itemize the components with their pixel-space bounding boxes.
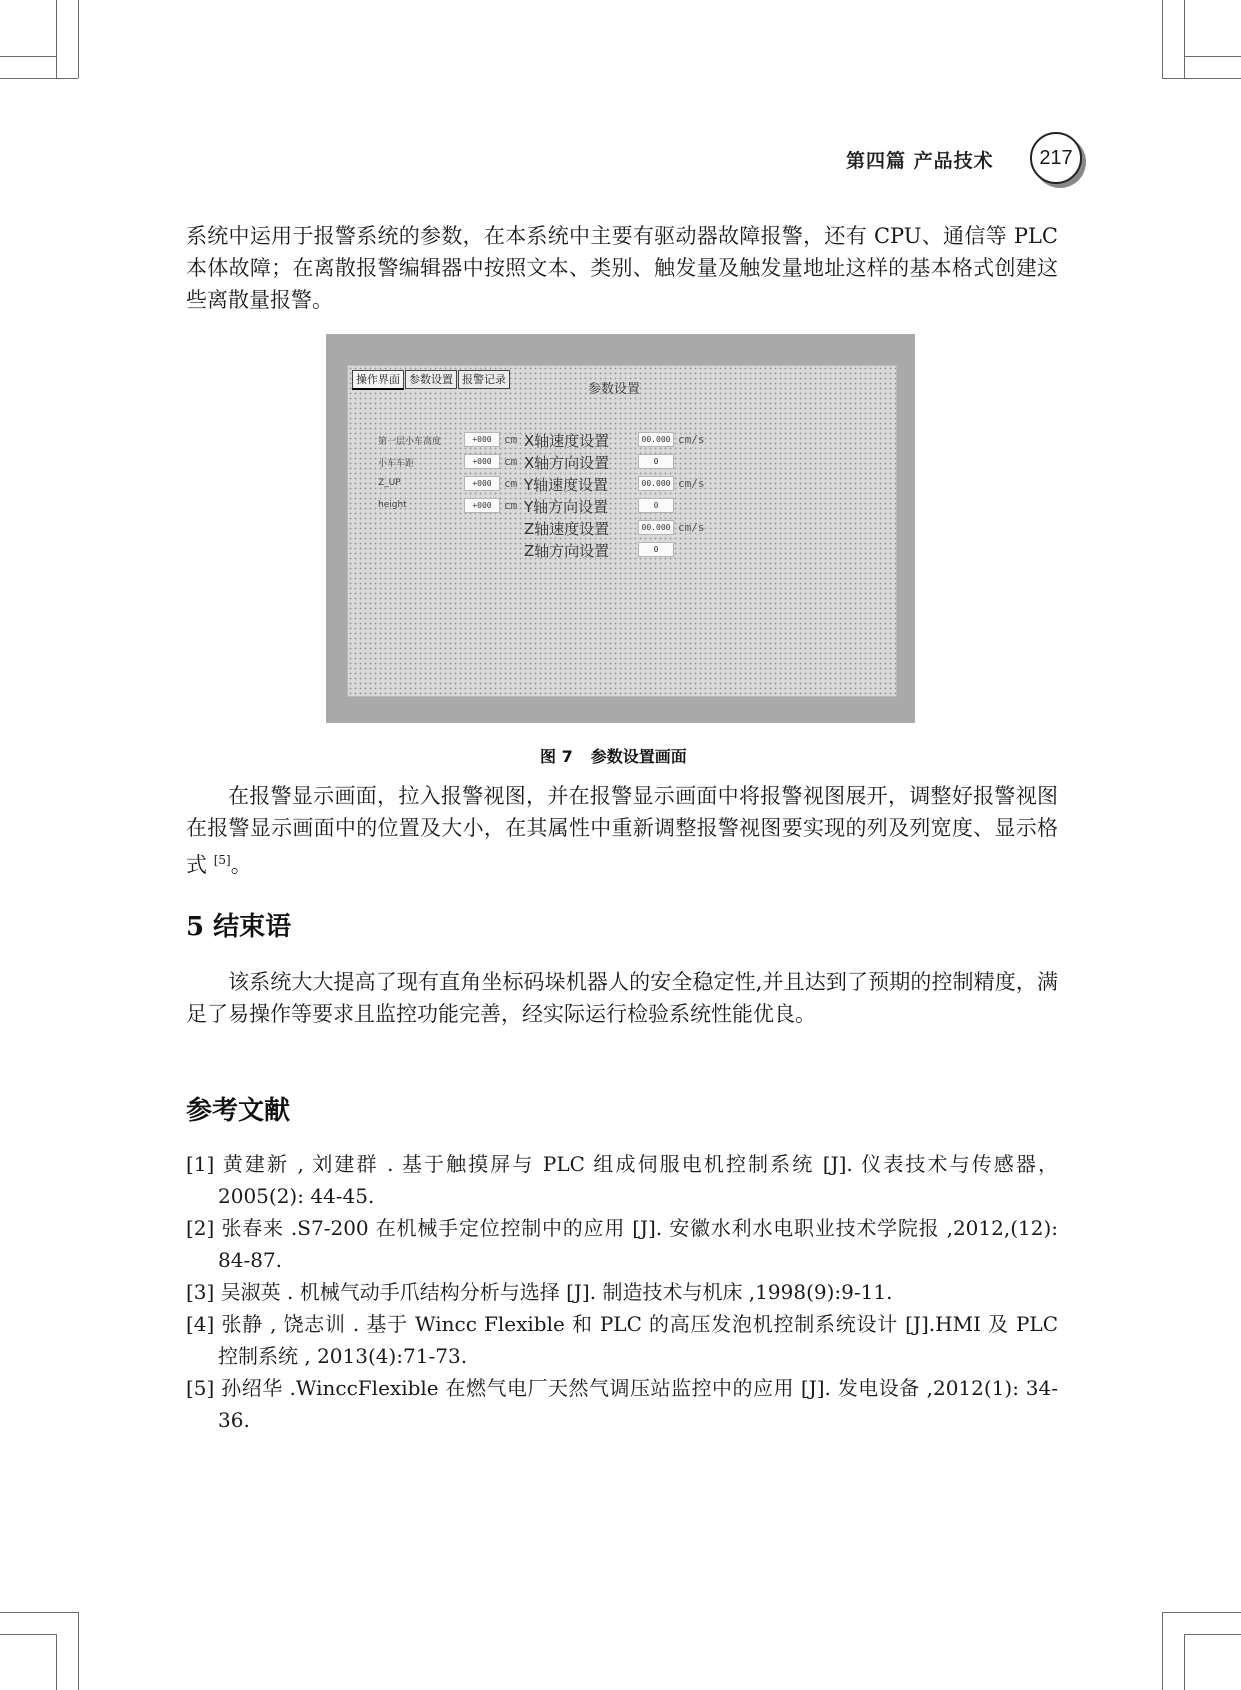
references-heading: 参考文献 <box>186 1096 291 1126</box>
crop-mark <box>0 78 78 79</box>
axis-input[interactable]: 00.000 <box>638 520 674 535</box>
body-paragraph: 系统中运用于报警系统的参数，在本系统中主要有驱动器故障报警，还有 CPU、通信等 PLC 本体故障；在离散报警编辑器中按照文本、类别、触发量及触发量地址这样的基本格式创建这些离散量报警。 <box>186 224 1058 312</box>
axis-label: Y轴方向设置 <box>524 498 609 516</box>
param-label: 第一层小车高度 <box>378 437 442 447</box>
figure-caption <box>540 744 705 767</box>
param-input[interactable]: +000 <box>464 498 500 513</box>
param-label: 小车车距 <box>378 459 415 469</box>
unit-label: cm <box>504 477 518 490</box>
axis-label: X轴速度设置 <box>524 432 610 450</box>
crop-mark <box>1184 1634 1241 1635</box>
reference-item: [4] 张静 , 饶志训 . 基于 Wincc Flexible 和 PLC 的高压发泡机控制系统设计 [J].HMI 及 PLC 控制系统 , 2013(4):71-73. <box>186 1312 1058 1368</box>
crop-mark <box>78 0 79 78</box>
paragraph-text: 在报警显示画面，拉入报警视图，并在报警显示画面中将报警视图展开，调整好报警视图在报警显示画面中的位置及大小，在其属性中重新调整报警视图要实现的列及列宽度、显示格式 <box>186 784 1058 877</box>
param-label: height <box>378 500 407 510</box>
page-number: 217 <box>1030 132 1082 184</box>
reference-item: [5] 孙绍华 .WinccFlexible 在燃气电厂天然气调压站监控中的应用 [J]. 发电设备 ,2012(1): 34-36. <box>186 1376 1058 1432</box>
reference-item: [1] 黄建新 , 刘建群 . 基于触摸屏与 PLC 组成伺服电机控制系统 [J]. 仪表技术与传感器，2005(2): 44-45. <box>186 1152 1058 1208</box>
crop-mark <box>1162 0 1163 78</box>
reference-list <box>186 1148 1058 1436</box>
crop-mark <box>56 1634 57 1690</box>
unit-label: cm <box>504 499 518 512</box>
conclusion-paragraph: 该系统大大提高了现有直角坐标码垛机器人的安全稳定性,并且达到了预期的控制精度，满足了易操作等要求且监控功能完善，经实际运行检验系统性能优良。 <box>186 970 1058 1026</box>
figure-screenshot <box>326 334 915 723</box>
reference-item: [3] 吴淑英 . 机械气动手爪结构分析与选择 [J]. 制造技术与机床 ,1998(9):9-11. <box>186 1280 893 1304</box>
param-label: Z_UP <box>378 478 401 488</box>
crop-mark <box>0 56 56 57</box>
unit-label: cm/s <box>678 433 705 446</box>
crop-mark <box>78 1612 79 1690</box>
param-input[interactable]: +000 <box>464 454 500 469</box>
axis-input[interactable]: 00.000 <box>638 432 674 447</box>
crop-mark <box>1162 1612 1241 1613</box>
crop-mark <box>1184 56 1241 57</box>
tab-operation[interactable]: 操作界面 <box>352 370 404 390</box>
hmi-screen-title: 参数设置 <box>588 382 641 397</box>
crop-mark <box>1162 1612 1163 1690</box>
unit-label: cm/s <box>678 521 705 534</box>
crop-mark <box>56 0 57 78</box>
citation: [5] <box>213 853 231 867</box>
tab-parameters[interactable]: 参数设置 <box>405 370 457 389</box>
axis-label: Y轴速度设置 <box>524 476 609 494</box>
body-paragraph <box>186 780 1058 881</box>
crop-mark <box>1162 78 1241 79</box>
crop-mark <box>0 1634 56 1635</box>
tab-alarm-log[interactable]: 报警记录 <box>458 370 510 389</box>
running-title: 第四篇 产品技术 <box>846 150 994 172</box>
axis-input[interactable]: 0 <box>638 498 674 513</box>
param-input[interactable]: +000 <box>464 476 500 491</box>
axis-label: X轴方向设置 <box>524 454 610 472</box>
section-heading: 5 结束语 <box>186 912 292 942</box>
reference-item: [2] 张春来 .S7-200 在机械手定位控制中的应用 [J]. 安徽水利水电职业技术学院报 ,2012,(12): 84-87. <box>186 1216 1058 1272</box>
unit-label: cm <box>504 455 518 468</box>
axis-input[interactable]: 00.000 <box>638 476 674 491</box>
axis-input[interactable]: 0 <box>638 542 674 557</box>
unit-label: cm <box>504 433 518 446</box>
axis-input[interactable]: 0 <box>638 454 674 469</box>
crop-mark <box>1184 1634 1185 1690</box>
caption-text: 参数设置画面 <box>590 747 687 766</box>
crop-mark <box>1184 0 1185 78</box>
caption-number: 图 7 <box>540 747 573 766</box>
unit-label: cm/s <box>678 477 705 490</box>
hmi-screen <box>347 365 897 697</box>
crop-mark <box>0 1612 78 1613</box>
axis-label: Z轴速度设置 <box>524 520 610 538</box>
axis-label: Z轴方向设置 <box>524 542 610 560</box>
param-input[interactable]: +000 <box>464 432 500 447</box>
paragraph-end: 。 <box>230 853 252 877</box>
hmi-tab-bar <box>352 370 511 390</box>
